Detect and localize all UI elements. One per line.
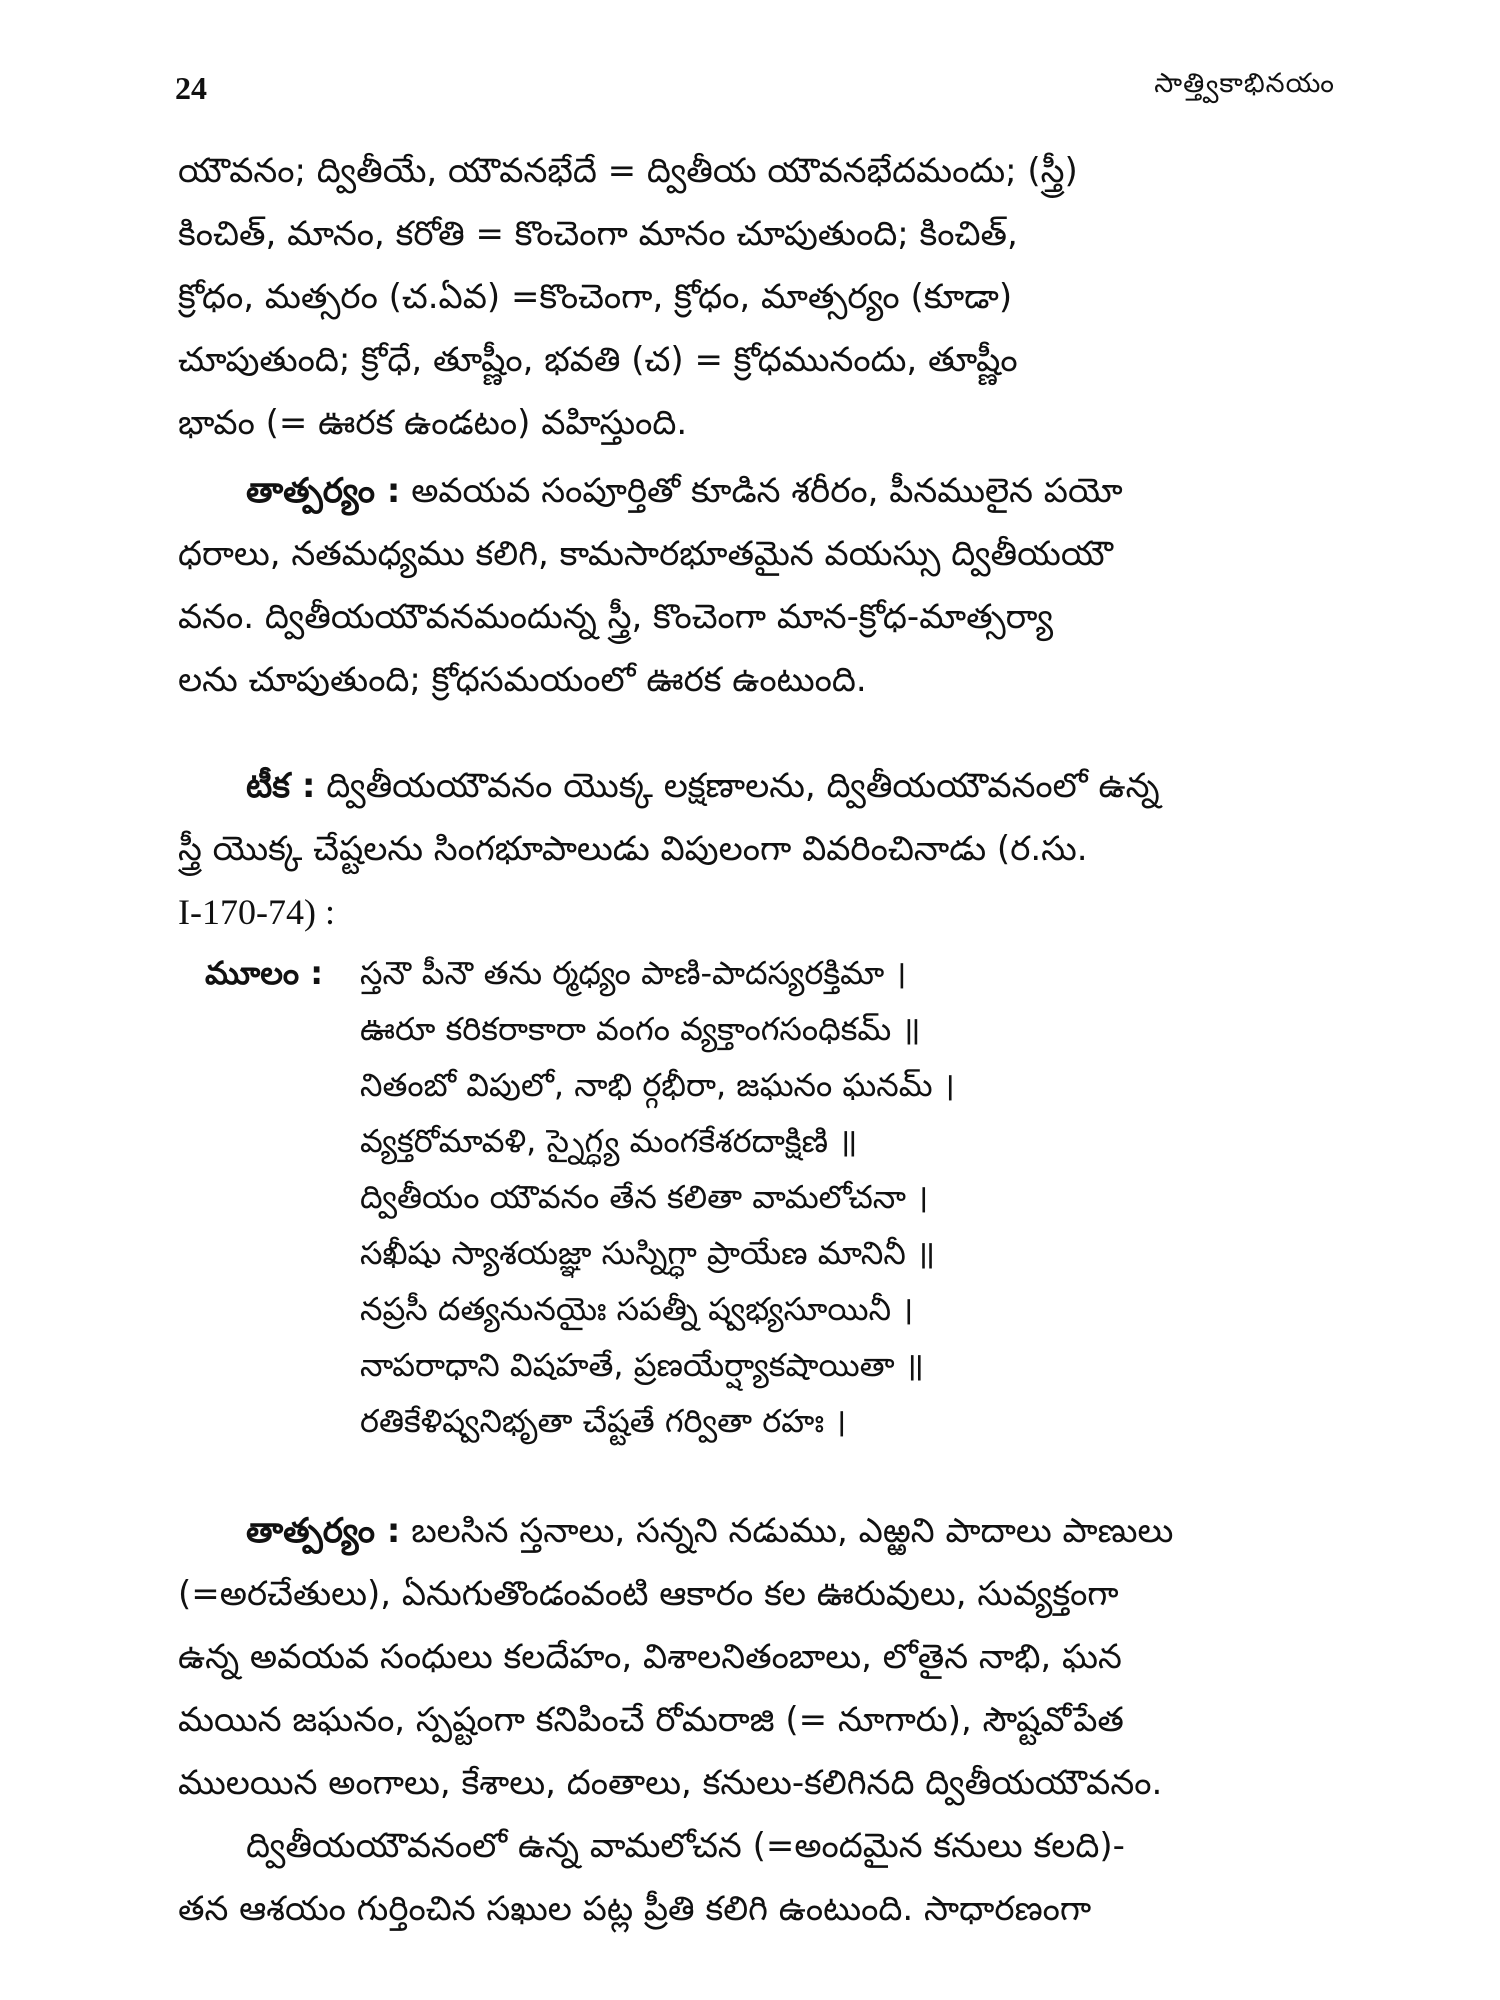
reference: I-170-74) : bbox=[178, 892, 335, 932]
text-line: యౌవనం; ద్వితీయే, యౌవనభేదే = ద్వితీయ యౌవనభేదమందు; (స్త్రీ) bbox=[178, 151, 1078, 191]
text-line: భావం (= ఊరక ఉండటం) వహిస్తుంది. bbox=[178, 403, 688, 443]
text-line: బలసిన స్తనాలు, సన్నని నడుము, ఎఱ్ఱని పాదాలు పాణులు bbox=[411, 1511, 1174, 1551]
text-line: లను చూపుతుంది; క్రోధసమయంలో ఊరక ఉంటుంది. bbox=[178, 660, 867, 700]
text-line: స్త్రీ యొక్క చేష్టలను సింగభూపాలుడు విపులంగా వివరించినాడు (ర.సు. bbox=[178, 829, 1088, 869]
section-label: మూలం : bbox=[205, 954, 324, 992]
text-line: మయిన జఘనం, స్పష్టంగా కనిపించే రోమరాజి (= నూగారు), సౌష్టవోపేత bbox=[178, 1700, 1124, 1740]
verse-line: సఖీషు స్యాశయజ్ఞా సుస్నిగ్ధా ప్రాయేణ మానినీ ॥ bbox=[360, 1234, 936, 1272]
text-line: చూపుతుంది; క్రోధే, తూష్ణీం, భవతి (చ) = క్రోధమునందు, తూష్ణీం bbox=[178, 340, 1018, 380]
text-line: అవయవ సంపూర్తితో కూడిన శరీరం, పీనములైన పయో bbox=[411, 471, 1123, 511]
paragraph-verse-meaning bbox=[178, 1500, 1328, 1815]
section-label: తాత్పర్యం : bbox=[246, 1511, 401, 1551]
text-line: కించిత్, మానం, కరోతి = కొంచెంగా మానం చూపుతుంది; కించిత్, bbox=[178, 214, 1018, 254]
verse-line: ఊరూ కరికరాకారా వంగం వ్యక్తాంగసంధికమ్ ॥ bbox=[360, 1010, 921, 1048]
text-line: ద్వితీయయౌవనం యొక్క లక్షణాలను, ద్వితీయయౌవనంలో ఉన్న bbox=[326, 766, 1160, 806]
verse-block bbox=[205, 945, 1355, 1449]
paragraph-meaning bbox=[178, 460, 1328, 712]
verse-line: నితంబో విపులో, నాభి ర్గభీరా, జఘనం ఘనమ్ । bbox=[360, 1066, 955, 1104]
text-line: (=అరచేతులు), ఏనుగుతొండంవంటి ఆకారం కల ఊరువులు, సువ్యక్తంగా bbox=[178, 1574, 1119, 1614]
section-label: టీక : bbox=[246, 766, 316, 806]
verse-line: నాపరాధాని విషహతే, ప్రణయేర్ష్యాకషాయితా ॥ bbox=[360, 1346, 924, 1384]
page-number: 24 bbox=[175, 70, 207, 106]
verse-line: నప్రసీ దత్యనునయైః సపత్నీ ష్వభ్యసూయినీ । bbox=[360, 1290, 914, 1328]
text-line: ద్వితీయయౌవనంలో ఉన్న వామలోచన (=అందమైన కనులు కలది)- bbox=[246, 1826, 1125, 1866]
section-label: తాత్పర్యం : bbox=[246, 471, 401, 511]
text-line: వనం. ద్వితీయయౌవనమందున్న స్త్రీ, కొంచెంగా మాన-క్రోధ-మాత్సర్యా bbox=[178, 597, 1054, 637]
text-line: ఉన్న అవయవ సంధులు కలదేహం, విశాలనితంబాలు, లోతైన నాభి, ఘన bbox=[178, 1637, 1122, 1677]
paragraph-continuation bbox=[178, 1815, 1328, 1941]
verse-line: ద్వితీయం యౌవనం తేన కలితా వామలోచనా । bbox=[360, 1178, 929, 1216]
text-line: ములయిన అంగాలు, కేశాలు, దంతాలు, కనులు-కలిగినది ద్వితీయయౌవనం. bbox=[178, 1763, 1163, 1803]
paragraph-word-meanings bbox=[178, 140, 1328, 455]
paragraph-commentary bbox=[178, 755, 1328, 944]
text-line: ధరాలు, నతమధ్యము కలిగి, కామసారభూతమైన వయస్సు ద్వితీయయౌ bbox=[178, 534, 1113, 574]
verse-line: స్తనౌ పీనౌ తను ర్మధ్యం పాణి-పాదస్యరక్తిమా । bbox=[360, 954, 907, 992]
running-head: సాత్త్వికాభినయం bbox=[1154, 68, 1335, 99]
text-line: క్రోధం, మత్సరం (చ.ఏవ) =కొంచెంగా, క్రోధం, మాత్సర్యం (కూడా) bbox=[178, 277, 1013, 317]
text-line: తన ఆశయం గుర్తించిన సఖుల పట్ల ప్రీతి కలిగి ఉంటుంది. సాధారణంగా bbox=[178, 1889, 1092, 1929]
verse-line: వ్యక్తరోమావళి, స్నైగ్ధ్య మంగకేశరదాక్షిణి ॥ bbox=[360, 1122, 858, 1160]
verse-line: రతికేళిష్వనిభృతా చేష్టతే గర్వితా రహః । bbox=[360, 1402, 847, 1440]
